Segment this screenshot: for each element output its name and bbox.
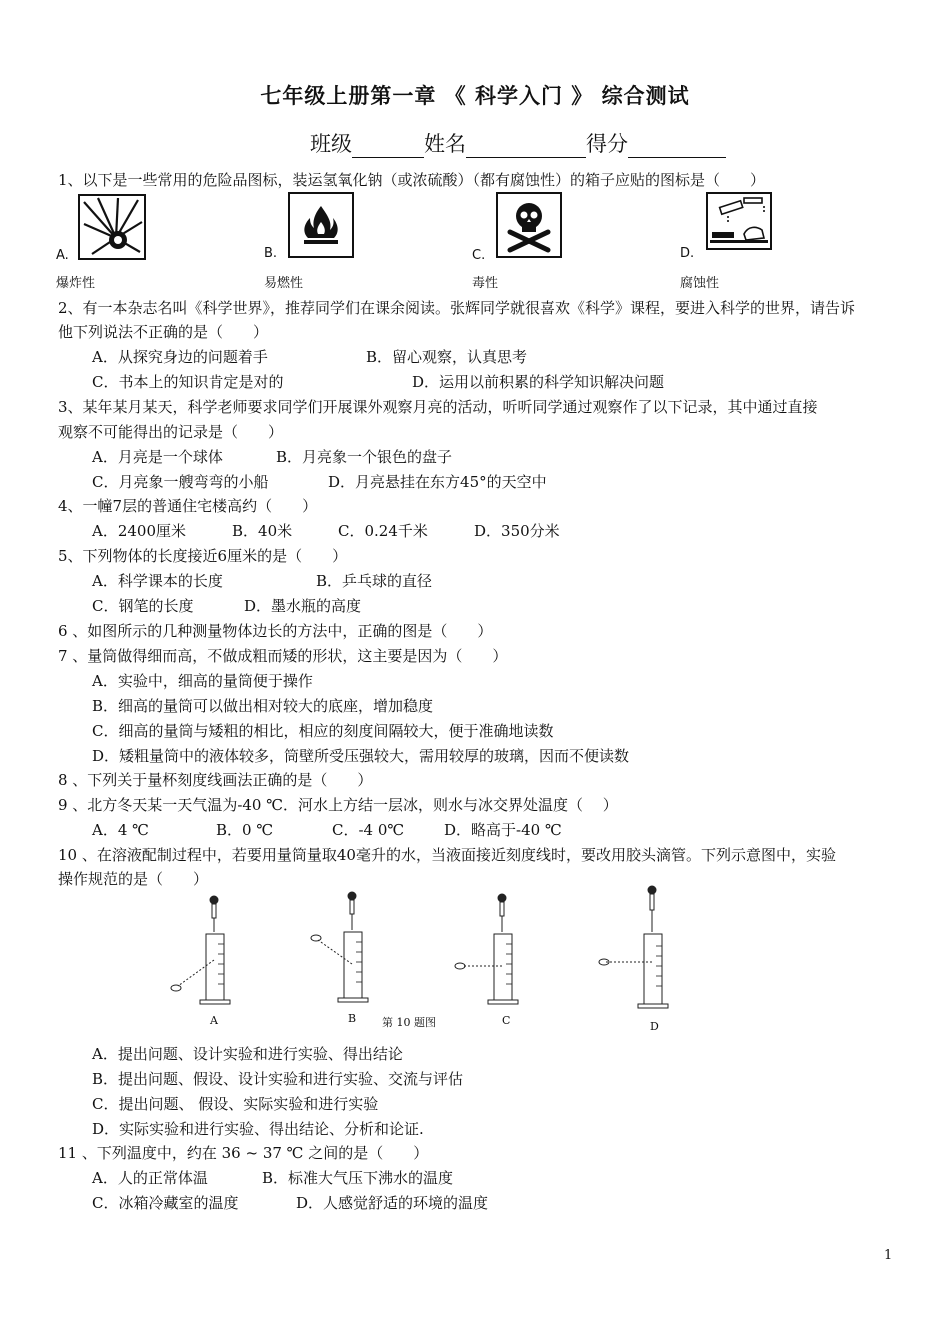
question-2-option-d[interactable]: D．运用以前积累的科学知识解决问题 [412,373,665,391]
cylinder-d [599,886,668,1008]
question-2-option-c[interactable]: C．书本上的知识肯定是对的 [92,373,284,391]
name-blank[interactable] [466,135,586,158]
score-label: 得分 [586,132,628,156]
question-7-stem: 7 、量筒做得细而高，不做成粗而矮的形状，这主要是因为（ ） [58,647,508,665]
question-7-option-b[interactable]: B．细高的量筒可以做出相对较大的底座，增加稳度 [92,697,434,715]
icon-letter-c: C. [472,248,486,263]
question-5-option-b[interactable]: B．乒乓球的直径 [316,572,433,590]
question-10-line-1: 10 、在溶液配制过程中，若要用量筒量取40毫升的水，当液面接近刻度线时，要改用胶头滴管。下列示意图中，实验 [58,846,836,864]
figure-label-c: C [502,1014,511,1027]
flammable-icon [288,192,354,258]
score-blank[interactable] [628,135,726,158]
figure-caption: 第 10 题图 [382,1016,436,1029]
icon-caption-d: 腐蚀性 [680,276,720,291]
question-1-stem: 1、以下是一些常用的危险品图标，装运氢氧化钠（或浓硫酸）（都有腐蚀性）的箱子应贴的图标是（ ） [58,171,766,189]
question-3-line-1: 3、某年某月某天，科学老师要求同学们开展课外观察月亮的活动，听听同学通过观察作了以下记录，其中通过直接 [58,398,818,416]
figure-label-a: A [210,1014,218,1027]
icon-caption-a: 爆炸性 [56,276,96,291]
icon-caption-b: 易燃性 [264,276,304,291]
question-7-option-a[interactable]: A．实验中，细高的量筒便于操作 [92,672,313,690]
question-3-option-b[interactable]: B．月亮象一个银色的盘子 [276,448,453,466]
question-9-option-d[interactable]: D．略高于-40 ℃ [444,821,562,839]
question-10-option-b[interactable]: B．提出问题、假设、设计实验和进行实验、交流与评估 [92,1070,464,1088]
name-label: 姓名 [424,132,466,156]
question-8-stem: 8 、下列关于量杯刻度线画法正确的是（ ） [58,771,373,789]
question-3-option-d[interactable]: D．月亮悬挂在东方45°的天空中 [328,473,547,491]
question-9-option-c[interactable]: C．-4 0℃ [332,821,405,839]
figure-label-b: B [348,1012,357,1025]
question-7-option-c[interactable]: C．细高的量筒与矮粗的相比，相应的刻度间隔较大，便于准确地读数 [92,722,554,740]
question-10-option-d[interactable]: D．实际实验和进行实验、得出结论、分析和论证. [92,1120,424,1138]
question-7-option-d[interactable]: D．矮粗量筒中的液体较多，筒壁所受压强较大，需用较厚的玻璃，因而不便读数 [92,747,630,765]
question-4-option-a[interactable]: A．2400厘米 [92,522,187,540]
question-3-line-2: 观察不可能得出的记录是（ ） [58,423,284,441]
question-2-line-2: 他下列说法不正确的是（ ） [58,323,269,341]
cylinder-a [171,896,230,1004]
icon-letter-d: D. [680,246,695,261]
question-4-option-d[interactable]: D．350分米 [474,522,560,540]
question-2-option-b[interactable]: B．留心观察，认真思考 [366,348,528,366]
question-11-option-b[interactable]: B．标准大气压下沸水的温度 [262,1169,454,1187]
figure-label-d: D [650,1020,659,1033]
cylinder-b [311,892,368,1002]
question-11-option-c[interactable]: C．冰箱冷藏室的温度 [92,1194,239,1212]
question-10-option-a[interactable]: A．提出问题、设计实验和进行实验、得出结论 [92,1045,403,1063]
question-10-line-2: 操作规范的是（ ） [58,870,209,888]
icon-letter-a: A. [56,248,69,263]
question-3-option-c[interactable]: C．月亮象一艘弯弯的小船 [92,473,269,491]
icon-caption-c: 毒性 [472,276,499,291]
question-9-option-a[interactable]: A．4 ℃ [92,821,149,839]
question-11-stem: 11 、下列温度中，约在 36 ~ 37 ℃ 之间的是（ ） [58,1144,429,1162]
class-label: 班级 [310,132,352,156]
explosive-icon [78,194,146,260]
question-4-option-c[interactable]: C．0.24千米 [338,522,428,540]
question-4-option-b[interactable]: B．40米 [232,522,293,540]
question-10-figure [160,884,720,1034]
question-11-option-a[interactable]: A．人的正常体温 [92,1169,208,1187]
question-5-stem: 5、下列物体的长度接近6厘米的是（ ） [58,547,348,565]
question-2-line-1: 2、有一本杂志名叫《科学世界》，推荐同学们在课余阅读。张辉同学就很喜欢《科学》课程，要进入科学的世界，请告诉 [58,299,856,317]
question-10-option-c[interactable]: C．提出问题、 假设、实际实验和进行实验 [92,1095,379,1113]
question-9-stem: 9 、北方冬天某一天气温为-40 ℃．河水上方结一层冰，则水与冰交界处温度（ ） [58,796,618,814]
question-5-option-c[interactable]: C．钢笔的长度 [92,597,194,615]
corrosive-icon [706,192,772,250]
question-9-option-b[interactable]: B．0 ℃ [216,821,274,839]
cylinder-c [455,894,518,1004]
question-4-stem: 4、一幢7层的普通住宅楼高约（ ） [58,497,318,515]
question-6-stem: 6 、如图所示的几种测量物体边长的方法中，正确的图是（ ） [58,622,493,640]
question-5-option-d[interactable]: D．墨水瓶的高度 [244,597,362,615]
question-3-option-a[interactable]: A．月亮是一个球体 [92,448,223,466]
page-title: 七年级上册第一章 《 科学入门 》 综合测试 [260,83,690,108]
icon-letter-b: B. [264,246,278,261]
toxic-icon [496,192,562,258]
student-info-line [310,128,726,158]
question-5-option-a[interactable]: A．科学课本的长度 [92,572,223,590]
question-2-option-a[interactable]: A．从探究身边的问题着手 [92,348,268,366]
class-blank[interactable] [352,135,424,158]
question-11-option-d[interactable]: D．人感觉舒适的环境的温度 [296,1194,489,1212]
page-number: 1 [884,1248,893,1263]
